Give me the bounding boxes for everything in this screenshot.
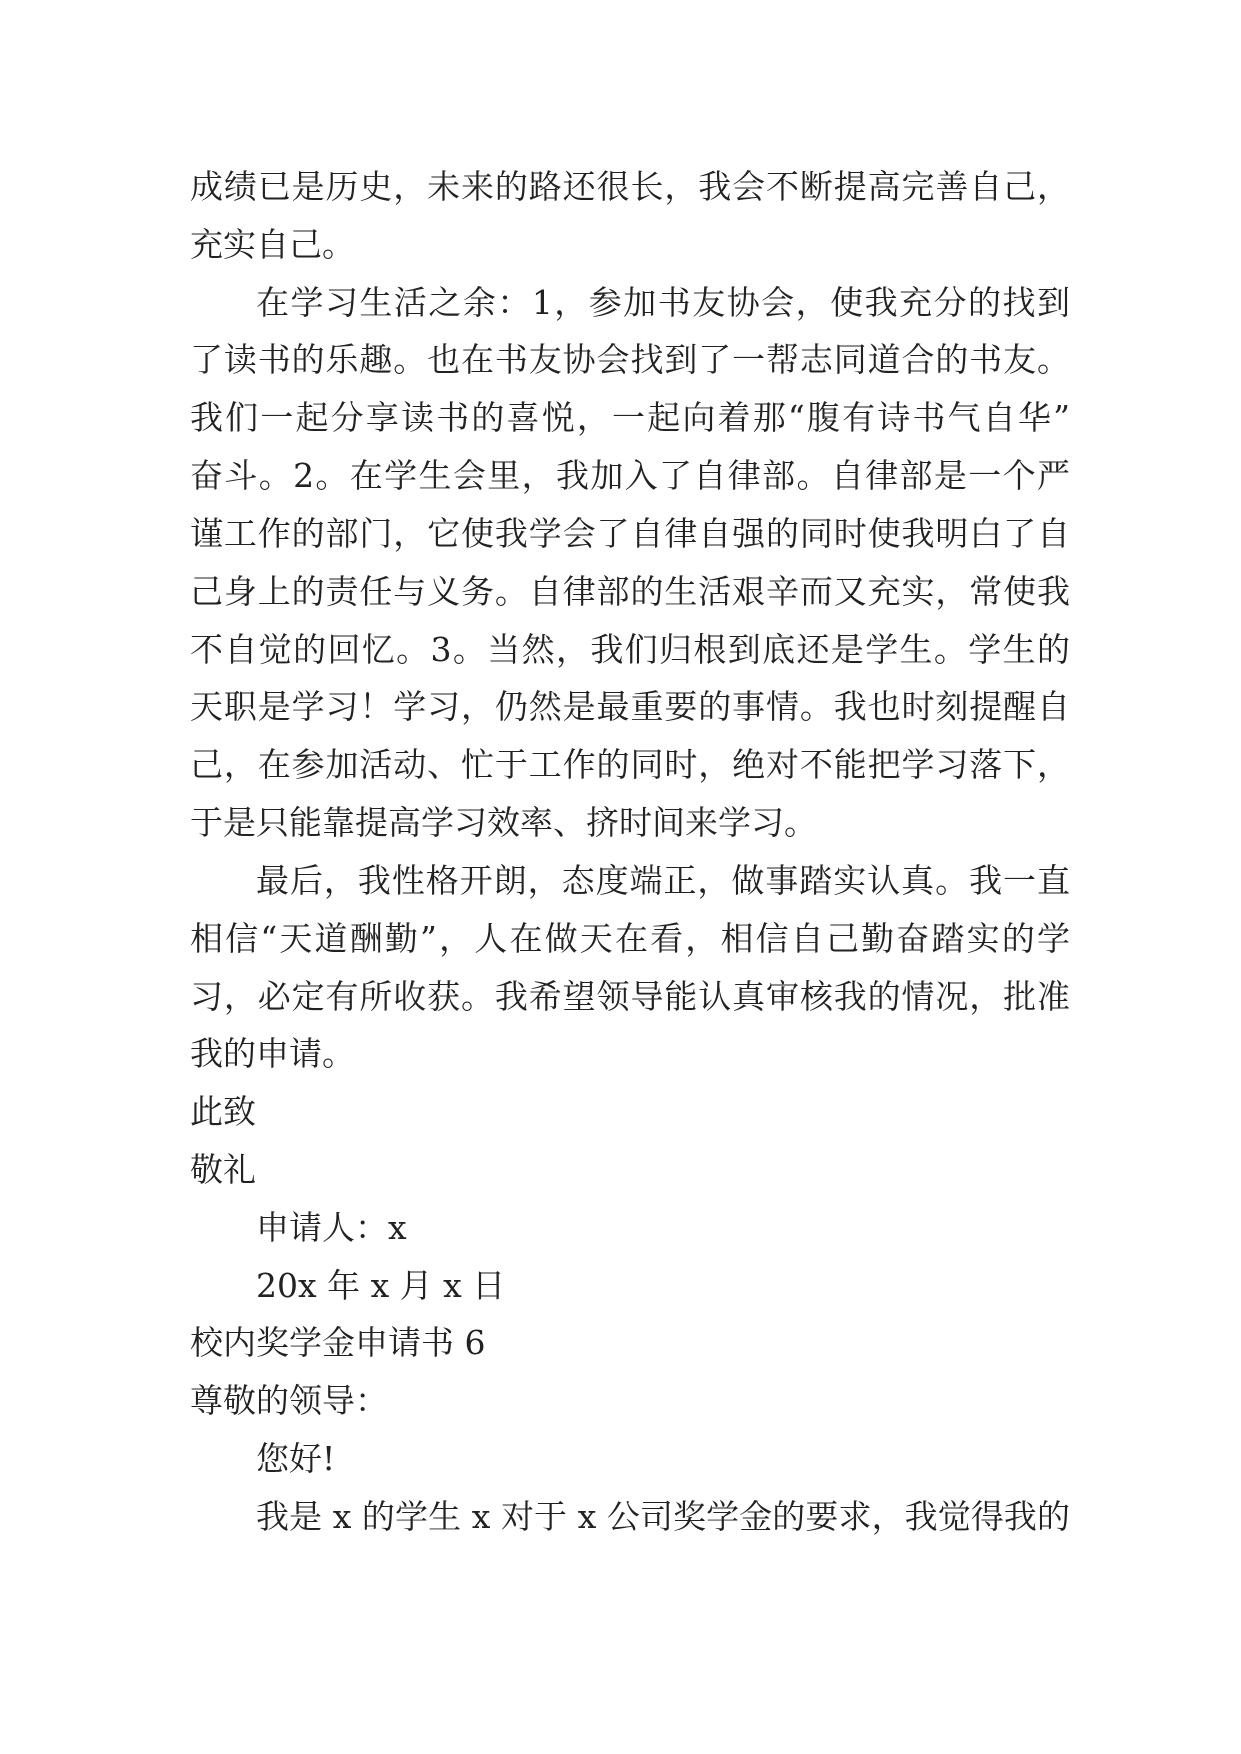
paragraph-start-line: 在学习生活之余：1，参加书友协会，使我充分的找到 — [256, 283, 1070, 322]
closing-regards: 敬礼 — [190, 1150, 256, 1189]
text-line: 习，必定有所收获。我希望领导能认真审核我的情况，批准 — [190, 977, 1070, 1016]
text-line: 我们一起分享读书的喜悦，一起向着那“腹有诗书气自华” — [190, 398, 1070, 437]
text-line: 于是只能靠提高学习效率、挤时间来学习。 — [190, 803, 817, 842]
text-line: 己，在参加活动、忙于工作的同时，绝对不能把学习落下， — [190, 745, 1070, 784]
text-line: 成绩已是历史，未来的路还很长，我会不断提高完善自己， — [190, 167, 1070, 206]
text-line: 天职是学习！学习，仍然是最重要的事情。我也时刻提醒自 — [190, 687, 1070, 726]
paragraph-start-line: 我是 x 的学生 x 对于 x 公司奖学金的要求，我觉得我的 — [256, 1497, 1070, 1536]
text-line: 不自觉的回忆。3。当然，我们归根到底还是学生。学生的 — [190, 630, 1070, 669]
paragraph-start-line: 最后，我性格开朗，态度端正，做事踏实认真。我一直 — [256, 861, 1070, 900]
text-line: 谨工作的部门，它使我学会了自律自强的同时使我明白了自 — [190, 514, 1070, 553]
applicant-signature: 申请人：x — [256, 1208, 407, 1247]
closing-salutation: 此致 — [190, 1092, 256, 1131]
text-line: 己身上的责任与义务。自律部的生活艰辛而又充实，常使我 — [190, 572, 1070, 611]
greeting-hello: 您好! — [256, 1439, 336, 1478]
text-line: 相信“天道酬勤”，人在做天在看，相信自己勤奋踏实的学 — [190, 919, 1070, 958]
greeting-line: 尊敬的领导： — [190, 1381, 388, 1420]
section-title: 校内奖学金申请书 6 — [190, 1323, 486, 1362]
text-line: 了读书的乐趣。也在书友协会找到了一帮志同道合的书友。 — [190, 340, 1070, 379]
text-line: 充实自己。 — [190, 225, 355, 264]
text-line: 我的申请。 — [190, 1034, 355, 1073]
text-line: 奋斗。2。在学生会里，我加入了自律部。自律部是一个严 — [190, 456, 1070, 495]
signature-date: 20x 年 x 月 x 日 — [256, 1266, 506, 1305]
